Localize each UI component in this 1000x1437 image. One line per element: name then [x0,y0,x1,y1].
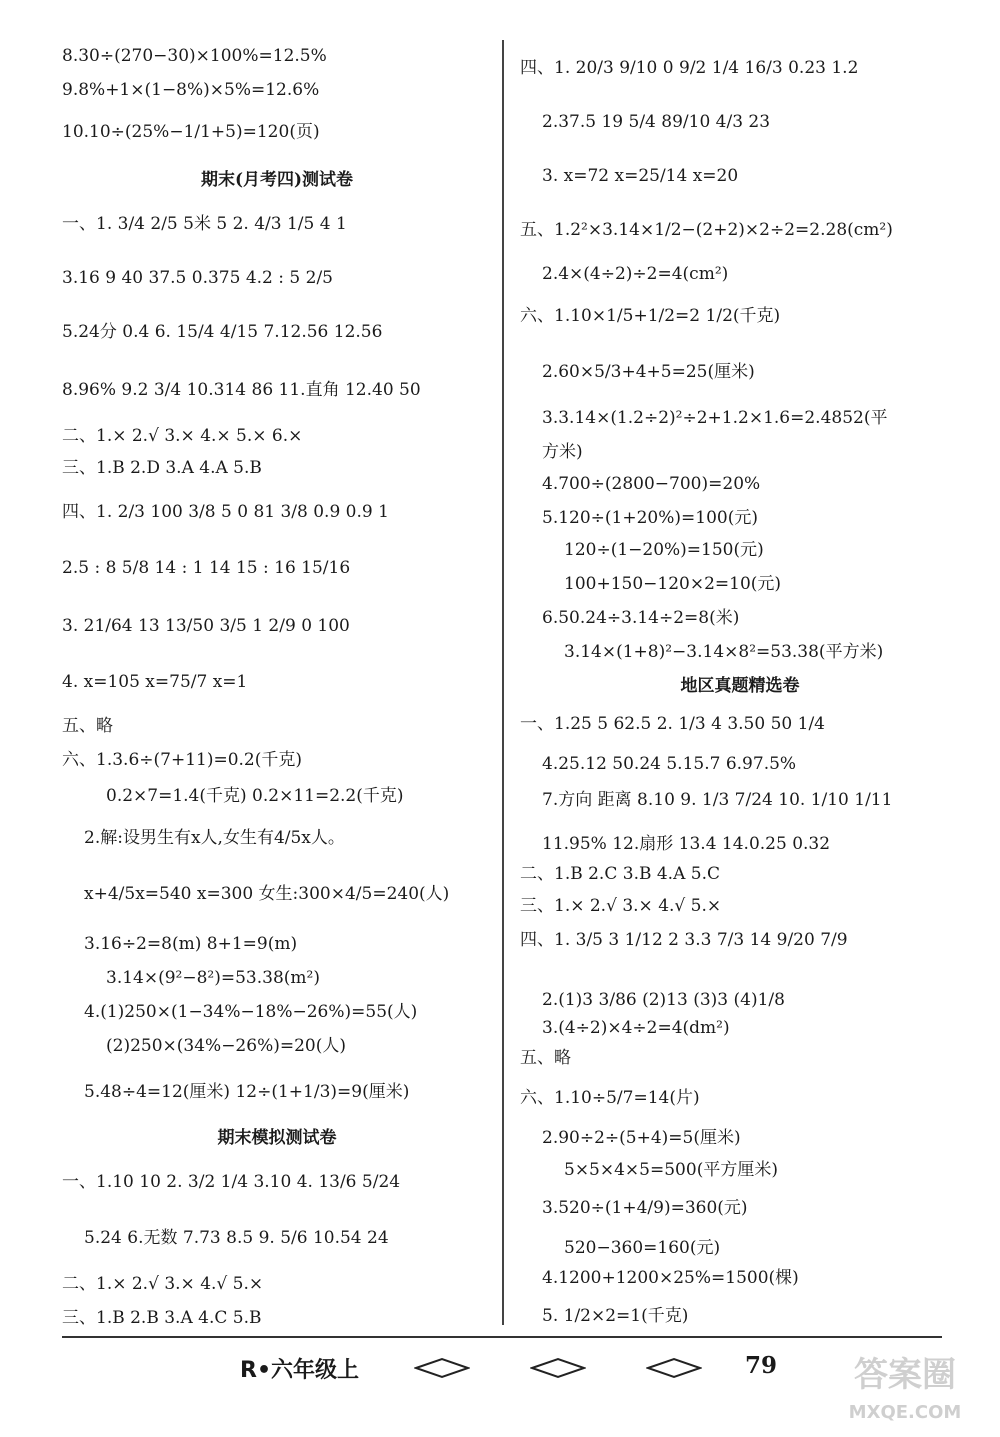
answer-line: 4.25.12 50.24 5.15.7 6.97.5% [542,754,797,774]
answer-line: 六、1.10×1/5+1/2=2 1/2(千克) [520,306,781,326]
answer-line: 2.解:设男生有x人,女生有4/5x人。 [84,828,345,848]
answer-line: 3.14×(1+8)²−3.14×8²=53.38(平方米) [564,642,884,662]
answer-line: 3.16 9 40 37.5 0.375 4.2 : 5 2/5 [62,268,333,288]
answer-line: 3.14×(9²−8²)=53.38(m²) [106,968,320,988]
answer-line: 4.(1)250×(1−34%−18%−26%)=55(人) [84,1002,418,1022]
page-number: 79 [745,1352,778,1379]
answer-line: 2.90÷2÷(5+4)=5(厘米) [542,1128,741,1148]
answer-line: 二、1.× 2.√ 3.× 4.× 5.× 6.× [62,426,303,446]
answer-line: 8.96% 9.2 3/4 10.314 86 11.直角 12.40 50 [62,380,421,400]
answer-line: 2.(1)3 3/86 (2)13 (3)3 (4)1/8 [542,990,785,1010]
answer-line: 二、1.× 2.√ 3.× 4.√ 5.× [62,1274,264,1294]
answer-line: 120÷(1−20%)=150(元) [564,540,764,560]
answer-line: 7.方向 距离 8.10 9. 1/3 7/24 10. 1/10 1/11 [542,790,893,810]
answer-line: 3.3.14×(1.2÷2)²÷2+1.2×1.6=2.4852(平 [542,408,888,428]
answer-line: 二、1.B 2.C 3.B 4.A 5.C [520,864,720,884]
answer-line: 3. x=72 x=25/14 x=20 [542,166,739,186]
answer-line: 520−360=160(元) [564,1238,721,1258]
answer-line: 2.4×(4÷2)÷2=4(cm²) [542,264,729,284]
answer-line: 五、1.2²×3.14×1/2−(2+2)×2÷2=2.28(cm²) [520,220,893,240]
footer-diamond-icon [530,1357,586,1379]
watermark-title: 答案圈 [854,1355,956,1395]
answer-line: 一、1.10 10 2. 3/2 1/4 3.10 4. 13/6 5/24 [62,1172,401,1192]
answer-line: 5. 1/2×2=1(千克) [542,1306,689,1326]
answer-line: 三、1.B 2.B 3.A 4.C 5.B [62,1308,262,1328]
answer-line: 2.60×5/3+4+5=25(厘米) [542,362,755,382]
answer-line: 0.2×7=1.4(千克) 0.2×11=2.2(千克) [106,786,404,806]
answer-line: 3.(4÷2)×4÷2=4(dm²) [542,1018,730,1038]
answer-line: 五、略 [62,716,113,736]
watermark-logo [830,1346,980,1426]
answer-line: 3. 21/64 13 13/50 3/5 1 2/9 0 100 [62,616,350,636]
answer-line: 3.16÷2=8(m) 8+1=9(m) [84,934,298,954]
section-heading: 期末(月考四)测试卷 [200,170,354,190]
answer-line: 六、1.3.6÷(7+11)=0.2(千克) [62,750,303,770]
answer-line: 一、1.25 5 62.5 2. 1/3 4 3.50 50 1/4 [520,714,825,734]
answer-line: 三、1.B 2.D 3.A 4.A 5.B [62,458,262,478]
answer-line: 5.120÷(1+20%)=100(元) [542,508,758,528]
answer-line: 6.50.24÷3.14÷2=8(米) [542,608,740,628]
section-heading: 地区真题精选卷 [680,676,800,696]
answer-line: 10.10÷(25%−1/1+5)=120(页) [62,122,320,142]
answer-line: 100+150−120×2=10(元) [564,574,782,594]
answer-line: 5.48÷4=12(厘米) 12÷(1+1/3)=9(厘米) [84,1082,410,1102]
answer-line: 5.24分 0.4 6. 15/4 4/15 7.12.56 12.56 [62,322,383,342]
answer-line: 四、1. 20/3 9/10 0 9/2 1/4 16/3 0.23 1.2 [520,58,859,78]
answer-line: 2.5 : 8 5/8 14 : 1 14 15 : 16 15/16 [62,558,351,578]
watermark-url: MXQE.COM [848,1402,962,1423]
footer-grade-label: R•六年级上 [240,1358,360,1383]
footer-rule [62,1336,942,1338]
footer-diamond-icon [414,1357,470,1379]
answer-line: x+4/5x=540 x=300 女生:300×4/5=240(人) [84,884,450,904]
answer-line: (2)250×(34%−26%)=20(人) [106,1036,346,1056]
answer-line: 4.1200+1200×25%=1500(棵) [542,1268,799,1288]
answer-line: 六、1.10÷5/7=14(片) [520,1088,700,1108]
answer-line: 4. x=105 x=75/7 x=1 [62,672,248,692]
answer-line: 9.8%+1×(1−8%)×5%=12.6% [62,80,320,100]
answer-line: 四、1. 2/3 100 3/8 5 0 81 3/8 0.9 0.9 1 [62,502,389,522]
footer-diamond-icon [646,1357,702,1379]
answer-line: 4.700÷(2800−700)=20% [542,474,761,494]
answer-line: 5×5×4×5=500(平方厘米) [564,1160,778,1180]
answer-line: 四、1. 3/5 3 1/12 2 3.3 7/3 14 9/20 7/9 [520,930,848,950]
column-divider [502,40,504,1325]
answer-line: 五、略 [520,1048,571,1068]
section-heading: 期末模拟测试卷 [217,1128,337,1148]
answer-line: 方米) [542,442,583,462]
answer-line: 2.37.5 19 5/4 89/10 4/3 23 [542,112,771,132]
answer-line: 11.95% 12.扇形 13.4 14.0.25 0.32 [542,834,831,854]
answer-line: 3.520÷(1+4/9)=360(元) [542,1198,748,1218]
answer-line: 一、1. 3/4 2/5 5米 5 2. 4/3 1/5 4 1 [62,214,347,234]
answer-line: 三、1.× 2.√ 3.× 4.√ 5.× [520,896,722,916]
answer-line: 5.24 6.无数 7.73 8.5 9. 5/6 10.54 24 [84,1228,389,1248]
answer-line: 8.30÷(270−30)×100%=12.5% [62,46,327,66]
